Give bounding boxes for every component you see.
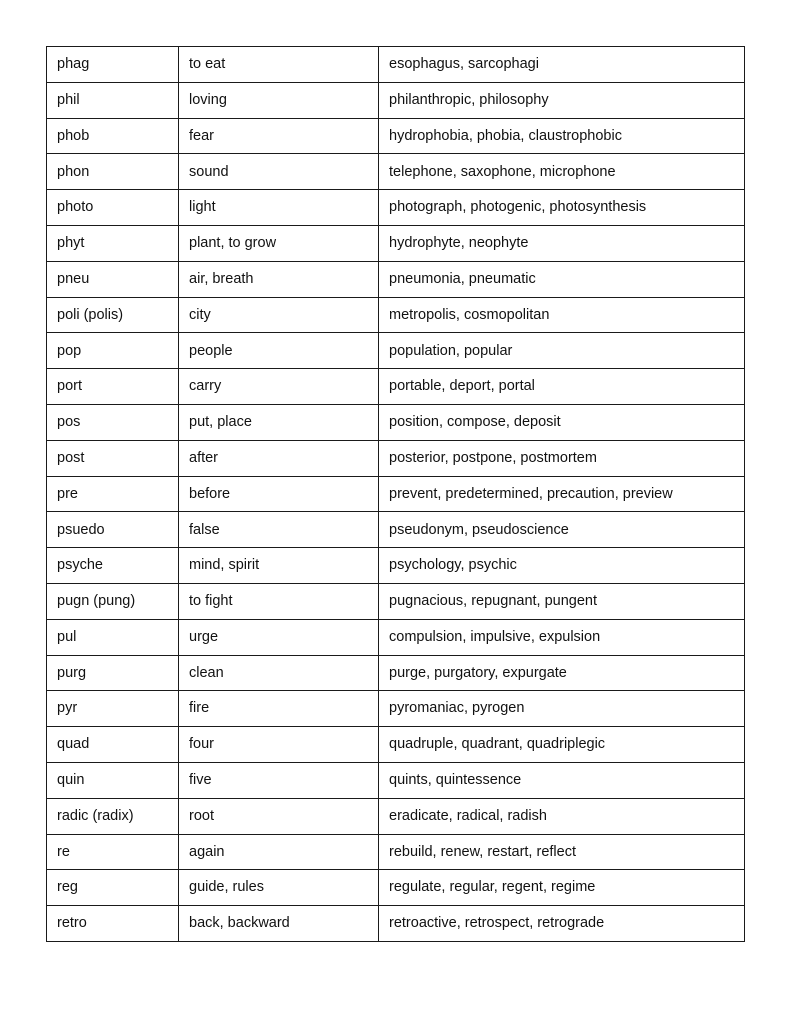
root-cell: photo <box>47 190 179 226</box>
examples-cell: retroactive, retrospect, retrograde <box>379 906 745 942</box>
table-row <box>47 297 745 333</box>
examples-cell: hydrophobia, phobia, claustrophobic <box>379 118 745 154</box>
root-cell: purg <box>47 655 179 691</box>
root-cell: pyr <box>47 691 179 727</box>
table-row <box>47 476 745 512</box>
examples-cell: esophagus, sarcophagi <box>379 47 745 83</box>
examples-cell: position, compose, deposit <box>379 404 745 440</box>
table-row <box>47 655 745 691</box>
examples-cell: quints, quintessence <box>379 762 745 798</box>
meaning-cell: guide, rules <box>179 870 379 906</box>
meaning-cell: to fight <box>179 583 379 619</box>
examples-cell: portable, deport, portal <box>379 369 745 405</box>
meaning-cell: light <box>179 190 379 226</box>
root-cell: pugn (pung) <box>47 583 179 619</box>
meaning-cell: back, backward <box>179 906 379 942</box>
meaning-cell: put, place <box>179 404 379 440</box>
word-roots-table-body <box>47 47 745 942</box>
root-cell: pneu <box>47 261 179 297</box>
table-row <box>47 261 745 297</box>
table-row <box>47 762 745 798</box>
examples-cell: photograph, photogenic, photosynthesis <box>379 190 745 226</box>
table-row <box>47 834 745 870</box>
table-row <box>47 82 745 118</box>
examples-cell: psychology, psychic <box>379 548 745 584</box>
table-row <box>47 154 745 190</box>
examples-cell: pseudonym, pseudoscience <box>379 512 745 548</box>
root-cell: retro <box>47 906 179 942</box>
root-cell: pre <box>47 476 179 512</box>
examples-cell: regulate, regular, regent, regime <box>379 870 745 906</box>
table-row <box>47 440 745 476</box>
meaning-cell: mind, spirit <box>179 548 379 584</box>
root-cell: psuedo <box>47 512 179 548</box>
table-row <box>47 369 745 405</box>
examples-cell: telephone, saxophone, microphone <box>379 154 745 190</box>
meaning-cell: false <box>179 512 379 548</box>
root-cell: post <box>47 440 179 476</box>
table-row <box>47 870 745 906</box>
table-row <box>47 583 745 619</box>
examples-cell: population, popular <box>379 333 745 369</box>
meaning-cell: loving <box>179 82 379 118</box>
table-row <box>47 404 745 440</box>
meaning-cell: city <box>179 297 379 333</box>
meaning-cell: people <box>179 333 379 369</box>
table-row <box>47 47 745 83</box>
examples-cell: pyromaniac, pyrogen <box>379 691 745 727</box>
root-cell: quad <box>47 727 179 763</box>
examples-cell: compulsion, impulsive, expulsion <box>379 619 745 655</box>
table-row <box>47 190 745 226</box>
root-cell: phon <box>47 154 179 190</box>
examples-cell: metropolis, cosmopolitan <box>379 297 745 333</box>
root-cell: port <box>47 369 179 405</box>
table-row <box>47 548 745 584</box>
examples-cell: pugnacious, repugnant, pungent <box>379 583 745 619</box>
table-row <box>47 118 745 154</box>
examples-cell: quadruple, quadrant, quadriplegic <box>379 727 745 763</box>
meaning-cell: fear <box>179 118 379 154</box>
examples-cell: eradicate, radical, radish <box>379 798 745 834</box>
examples-cell: hydrophyte, neophyte <box>379 225 745 261</box>
root-cell: pul <box>47 619 179 655</box>
root-cell: re <box>47 834 179 870</box>
examples-cell: prevent, predetermined, precaution, preview <box>379 476 745 512</box>
table-row <box>47 727 745 763</box>
word-roots-table <box>46 46 745 942</box>
examples-cell: rebuild, renew, restart, reflect <box>379 834 745 870</box>
meaning-cell: sound <box>179 154 379 190</box>
meaning-cell: before <box>179 476 379 512</box>
meaning-cell: five <box>179 762 379 798</box>
root-cell: phob <box>47 118 179 154</box>
meaning-cell: clean <box>179 655 379 691</box>
meaning-cell: air, breath <box>179 261 379 297</box>
root-cell: phyt <box>47 225 179 261</box>
root-cell: pos <box>47 404 179 440</box>
root-cell: poli (polis) <box>47 297 179 333</box>
table-row <box>47 512 745 548</box>
table-row <box>47 333 745 369</box>
root-cell: pop <box>47 333 179 369</box>
examples-cell: philanthropic, philosophy <box>379 82 745 118</box>
root-cell: psyche <box>47 548 179 584</box>
table-row <box>47 691 745 727</box>
meaning-cell: to eat <box>179 47 379 83</box>
root-cell: reg <box>47 870 179 906</box>
meaning-cell: again <box>179 834 379 870</box>
meaning-cell: carry <box>179 369 379 405</box>
meaning-cell: four <box>179 727 379 763</box>
meaning-cell: plant, to grow <box>179 225 379 261</box>
examples-cell: purge, purgatory, expurgate <box>379 655 745 691</box>
table-row <box>47 906 745 942</box>
root-cell: radic (radix) <box>47 798 179 834</box>
table-row <box>47 798 745 834</box>
meaning-cell: root <box>179 798 379 834</box>
root-cell: phag <box>47 47 179 83</box>
table-row <box>47 225 745 261</box>
table-row <box>47 619 745 655</box>
root-cell: phil <box>47 82 179 118</box>
root-cell: quin <box>47 762 179 798</box>
examples-cell: pneumonia, pneumatic <box>379 261 745 297</box>
meaning-cell: fire <box>179 691 379 727</box>
meaning-cell: after <box>179 440 379 476</box>
meaning-cell: urge <box>179 619 379 655</box>
examples-cell: posterior, postpone, postmortem <box>379 440 745 476</box>
